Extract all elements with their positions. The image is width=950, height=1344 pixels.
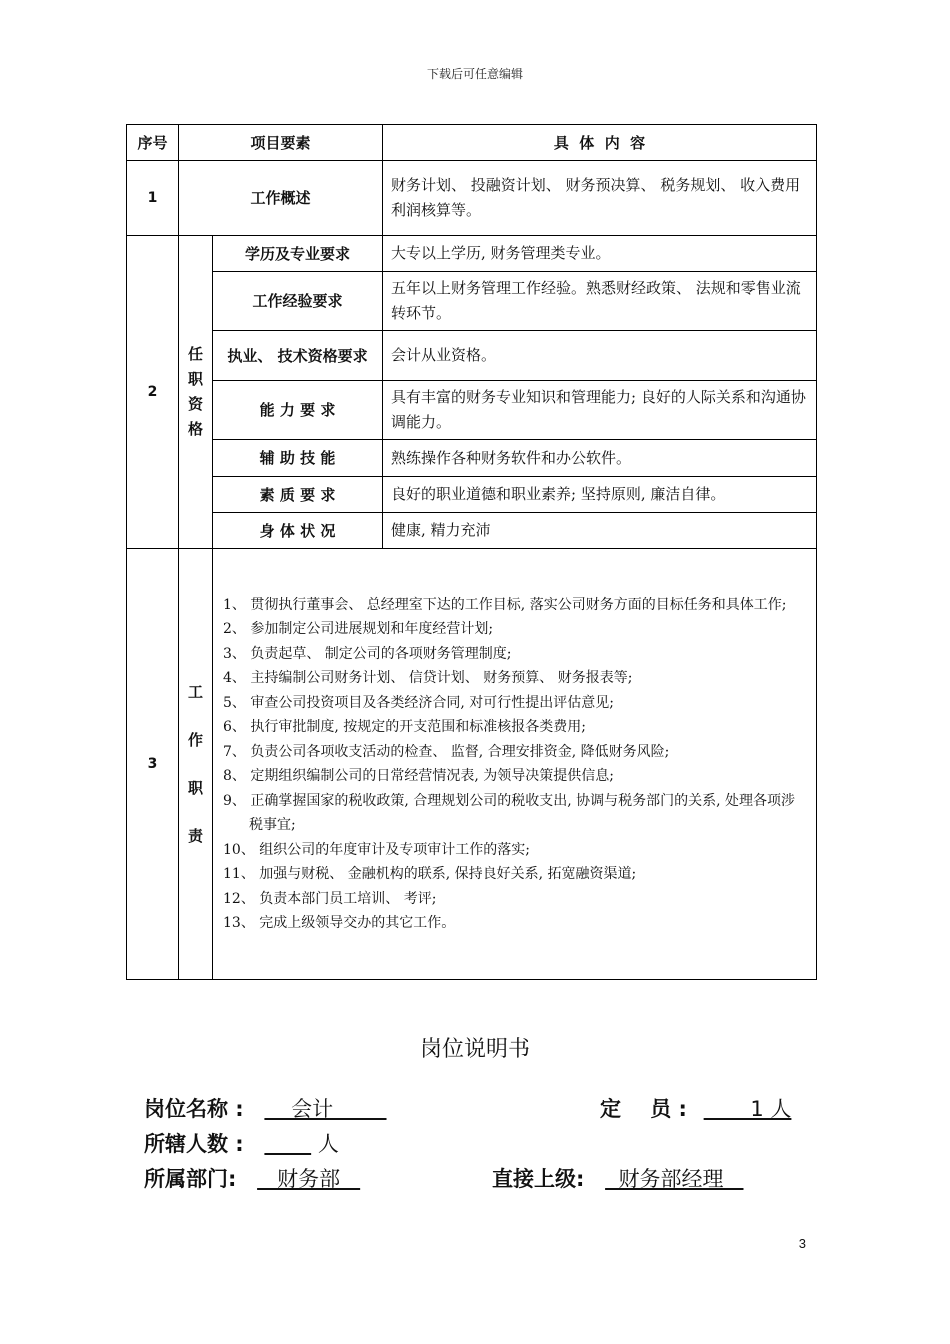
group-char: 资 bbox=[187, 395, 203, 413]
table-row bbox=[127, 381, 817, 440]
department-value: 财务部 bbox=[257, 1167, 361, 1191]
page-number: 3 bbox=[798, 1236, 806, 1251]
list-item: 8、 定期组织编制公司的日常经营情况表, 为领导决策提供信息; bbox=[223, 768, 614, 784]
table-row bbox=[127, 272, 817, 331]
item-label: 工作经验要求 bbox=[213, 272, 383, 331]
item-content: 熟练操作各种财务软件和办公软件。 bbox=[383, 440, 817, 477]
table-header-row bbox=[127, 125, 817, 161]
superior-value: 财务部经理 bbox=[605, 1167, 744, 1191]
group-char: 职 bbox=[187, 370, 203, 388]
item-label: 素 质 要 求 bbox=[213, 477, 383, 513]
item-content: 具有丰富的财务专业知识和管理能力; 良好的人际关系和沟通协调能力。 bbox=[383, 381, 817, 440]
item-content: 良好的职业道德和职业素养; 坚持原则, 廉洁自律。 bbox=[383, 477, 817, 513]
table-row bbox=[127, 477, 817, 513]
list-item: 7、 负责公司各项收支活动的检查、 监督, 合理安排资金, 降低财务风险; bbox=[223, 743, 670, 760]
group-label-qualifications bbox=[179, 236, 213, 549]
table-row bbox=[127, 161, 817, 236]
department-label: 所属部门: bbox=[144, 1167, 237, 1191]
group-char: 工 bbox=[187, 683, 203, 701]
list-item: 6、 执行审批制度, 按规定的开支范围和标准核报各类费用; bbox=[223, 719, 586, 735]
list-item: 9、 正确掌握国家的税收政策, 合理规划公司的税收支出, 协调与税务部门的关系, 处理各项涉税事宜; bbox=[223, 792, 796, 833]
superior-field bbox=[492, 1163, 743, 1193]
headcount-field bbox=[600, 1093, 791, 1123]
list-item: 1、 贯彻执行董事会、 总经理室下达的工作目标, 落实公司财务方面的目标任务和具体工作; bbox=[223, 596, 787, 613]
list-item: 12、 负责本部门员工培训、 考评; bbox=[223, 890, 437, 907]
item-label: 执业、 技术资格要求 bbox=[213, 331, 383, 381]
item-content: 财务计划、 投融资计划、 财务预决算、 税务规划、 收入费用利润核算等。 bbox=[383, 161, 817, 236]
group-char: 任 bbox=[187, 345, 203, 363]
list-item: 11、 加强与财税、 金融机构的联系, 保持良好关系, 拓宽融资渠道; bbox=[223, 866, 637, 882]
list-item: 2、 参加制定公司进展规划和年度经营计划; bbox=[223, 621, 494, 637]
position-label: 岗位名称 : bbox=[144, 1097, 244, 1121]
duties-list bbox=[213, 549, 817, 980]
subordinates-label: 所辖人数 : bbox=[144, 1132, 244, 1156]
group-char: 作 bbox=[187, 731, 203, 749]
header-number: 序号 bbox=[127, 125, 179, 161]
list-item: 3、 负责起草、 制定公司的各项财务管理制度; bbox=[223, 645, 512, 662]
list-item: 4、 主持编制公司财务计划、 信贷计划、 财务预算、 财务报表等; bbox=[223, 670, 633, 686]
list-item: 5、 审查公司投资项目及各类经济合同, 对可行性提出评估意见; bbox=[223, 694, 614, 711]
table-row bbox=[127, 440, 817, 477]
position-value: 会计 bbox=[264, 1097, 387, 1121]
list-item: 10、 组织公司的年度审计及专项审计工作的落实; bbox=[223, 841, 530, 858]
item-content: 五年以上财务管理工作经验。熟悉财经政策、 法规和零售业流转环节。 bbox=[383, 272, 817, 331]
row-number: 2 bbox=[127, 236, 179, 549]
item-label: 工作概述 bbox=[179, 161, 383, 236]
item-label: 学历及专业要求 bbox=[213, 236, 383, 272]
subordinates-value bbox=[264, 1132, 311, 1156]
table-row bbox=[127, 549, 817, 980]
subordinates-field bbox=[144, 1128, 339, 1158]
item-label: 辅 助 技 能 bbox=[213, 440, 383, 477]
header-content bbox=[383, 125, 817, 161]
headcount-value: 1 人 bbox=[703, 1097, 792, 1121]
row-number: 1 bbox=[127, 161, 179, 236]
row-number: 3 bbox=[127, 549, 179, 980]
group-char: 责 bbox=[187, 827, 203, 845]
job-spec-table bbox=[126, 124, 817, 980]
document-title: 岗位说明书 bbox=[419, 1037, 530, 1062]
table-row bbox=[127, 331, 817, 381]
headcount-label: 定 员 : bbox=[600, 1097, 687, 1121]
group-char: 职 bbox=[187, 779, 203, 797]
position-field bbox=[144, 1093, 387, 1123]
table-row bbox=[127, 236, 817, 272]
item-content: 健康, 精力充沛 bbox=[383, 513, 817, 549]
item-label: 身 体 状 况 bbox=[213, 513, 383, 549]
header-content-text: 具 体 内 容 bbox=[553, 134, 646, 152]
item-content: 会计从业资格。 bbox=[383, 331, 817, 381]
page-header-note: 下载后可任意编辑 bbox=[426, 67, 523, 81]
item-label: 能 力 要 求 bbox=[213, 381, 383, 440]
list-item: 13、 完成上级领导交办的其它工作。 bbox=[223, 915, 456, 931]
group-label-duties bbox=[179, 549, 213, 980]
department-field bbox=[144, 1163, 360, 1193]
group-char: 格 bbox=[187, 420, 203, 438]
subordinates-unit: 人 bbox=[311, 1132, 339, 1156]
superior-label: 直接上级: bbox=[492, 1167, 585, 1191]
header-item: 项目要素 bbox=[179, 125, 383, 161]
table-row bbox=[127, 513, 817, 549]
item-content: 大专以上学历, 财务管理类专业。 bbox=[383, 236, 817, 272]
